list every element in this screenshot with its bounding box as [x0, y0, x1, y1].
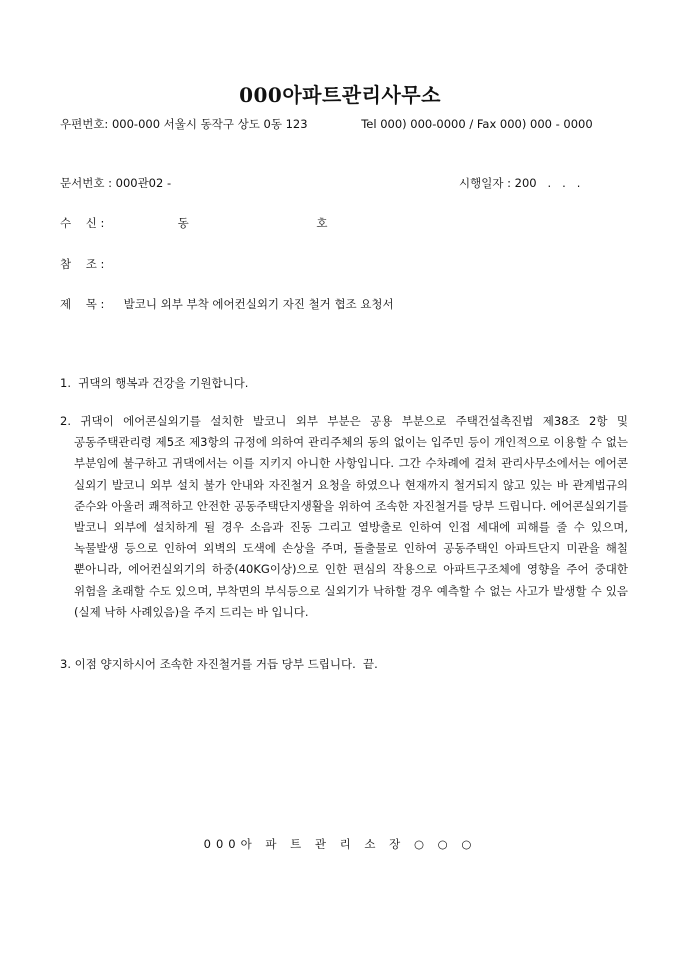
paragraph-closing: 3. 이점 양지하시어 조속한 자진철거를 거듭 당부 드립니다. 끝.: [60, 657, 378, 671]
recipient-value: 동 호: [177, 216, 390, 230]
document-number-value: 000관02 -: [115, 176, 172, 190]
document-title: 000아파트관리사무소: [239, 83, 441, 107]
issue-date-row: [459, 175, 580, 191]
recipient-label: 수 신 :: [60, 216, 105, 230]
postal-address: 우편번호: 000-000 서울시 동작구 상도 0동 123: [60, 117, 308, 131]
reference-row: [60, 256, 120, 272]
recipient-row: [60, 215, 390, 231]
issue-date-label: 시행일자 :: [459, 176, 511, 190]
subject-value: 발코니 외부 부착 에어컨실외기 자진 철거 협조 요청서: [123, 297, 394, 311]
paragraph-main-request: 2. 귀댁이 에어콘실외기를 설치한 발코니 외부 부분은 공용 부분으로 주택건설촉진법 제38조 2항 및 공동주택관리령 제5조 제3항의 규정에 의하여 관리주체의 동의 없이는 입주민 등이 개인적으로 이용할 수 없는 부분임에 불구하고 귀댁에서는 이를 지키지 아니한 사항입니다. 그간 수차례에 걸쳐 관리사무소에서는 에어콘 실외기 발코니 외부 설치 불가 안내와 자진철거 요청을 하였으나 현재까지 철거되지 않고 있는 바 관계법규의 준수와 아울러 쾌적하고 안전한 공동주택단지생활을 위하여 조속한 자진철거를 당부 드립니다. 에어콘실외기를 발코니 외부에 설치하게 될 경우 소음과 진동 그리고 열방출로 인하여 인접 세대에 피해를 줄 수 있으며, 녹물발생 등으로 인하여 외벽의 도색에 손상을 주며, 돌출물로 인하여 공동주택인 아파트단지 미관을 해칠 뿐아니라, 에어컨실외기의 하중(40KG이상)으로 인한 편심의 작용으로 아파트구조체에 영향을 주어 중대한 위험을 초래할 수도 있으며, 부착면의 부식등으로 실외기가 낙하할 경우 예측할 수 없는 사고가 발생할 수 있음(실제 낙하 사례있음)을 주지 드리는 바 입니다.: [60, 414, 628, 619]
reference-label: 참 조 :: [60, 257, 105, 271]
issue-date-value: 200 . . .: [514, 176, 581, 190]
manager-signature: 000아 파 트 관 리 소 장 ○ ○ ○: [203, 837, 477, 851]
address-contact-line: [60, 116, 630, 132]
document-number-label: 문서번호 :: [60, 176, 112, 190]
paragraph-greeting: 1. 귀댁의 행복과 건강을 기원합니다.: [60, 376, 249, 390]
contact-numbers: Tel 000) 000-0000 / Fax 000) 000 - 0000: [361, 117, 593, 131]
document-number-row: [60, 175, 171, 191]
subject-row: [60, 296, 394, 312]
subject-label: 제 목 :: [60, 297, 105, 311]
